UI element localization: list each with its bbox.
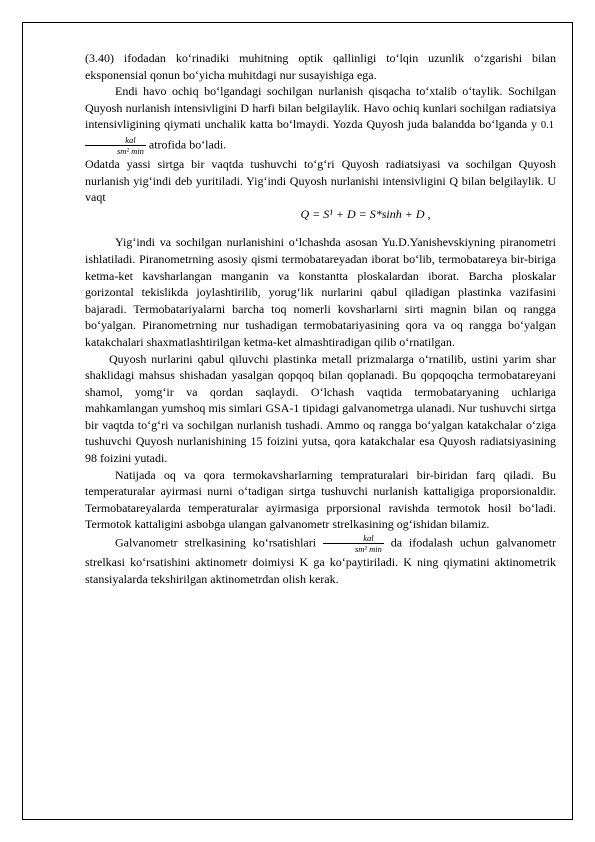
unit-fraction [85,135,146,156]
paragraph-2-text: Endi havo ochiq bo‘lgandagi sochilgan nurlanish qisqacha to‘xtalib o‘taylik. Sochilgan Quyosh nurlanish intensivligini D harfi bilan belgilaylik. Havo ochiq kunlari sochilgan radiatsiya intensivligining qiymati unchalik katta bo‘lmaydi. Yozda Quyosh juda balandda bo‘lganda y [85,84,556,132]
paragraph-7-head: Galvanometr strelkasining ko‘rsatishlari [115,535,317,550]
formula-punctuation: , [427,206,431,221]
fraction-denominator: sm² min [354,544,382,555]
formula [85,206,556,223]
paragraph-4: Yig‘indi va sochilgan nurlanishini o‘lchashda asosan Yu.D.Yanishevskiyning piranometri ishlatiladi. Piranometrning asosiy qismi termobatareyadan iborat bo‘lib, termobatareya bir-biriga ketma-ket kavsharlangan manganin va konstantta ploskalardan iborat. Barcha ploskalar gorizontal tekislikda joylashtirilib, yorug‘lik nurlarini qabul qiladigan plastinka vazifasini bajaradi. Termobatariyalarni barcha toq nomerli kovsharlarni sirti magnin bilan oq rangga bo‘yalgan. Piranometrning nur tushadigan termobatariyasining qora va oq rangga bo‘yalgan katakchalari shaxmatlashtirilgan ketma-ket almashtiradigan qilib o‘rnatilgan. [85,235,556,349]
paragraph-5: Quyosh nurlarini qabul qiluvchi plastinka metall prizmalarga o‘rnatilib, ustini yarim shar shaklidagi mahsus shishadan yasalgan qopqoq bilan qoplanadi. Bu qopqoqcha termobatareyani shamol, yomg‘ir va qordan saqlaydi. O‘lchash vaqtida termobataryaning uchlariga mahkamlangan yumshoq mis simlari GSA-1 tipidagi galvanometrga ulanadi. Nur tushuvchi sirtga bir vaqtda to‘g‘ri va sochilgan nurlanish tushadi. Ammo oq rangga bo‘yalgan katakchalar o‘ziga tushuvchi Quyosh nurlanishining 15 foizini yutsa, qora katakchalar esa Quyosh radiatsiyasining 98 foizini yutadi. [85,351,556,466]
formula-expression: Q = S¹ + D = S*sinh + D [300,206,425,221]
document-body [85,50,556,587]
paragraph-2-tail: atrofida bo‘ladi. [148,137,227,152]
spacer [85,222,556,234]
fraction-numerator: kal [85,135,146,146]
paragraph-2 [85,83,556,156]
fraction-numerator: kal [323,533,384,544]
paragraph-6: Natijada oq va qora termokavsharlarning tempraturalari bir-biridan farq qiladi. Bu temperaturalar ayirmasi nurni o‘tadigan sirtga tushuvchi nurlanish kattaligiga proporsionaldir. Termobatareyalarda temperaturalar ayirmasiga prporsional ravishda termotok hosil bo‘ladi. Termotok kattaligini asbobga ulangan galvanometr strelkasining og‘ishidan bilamiz. [85,467,556,532]
paragraph-1: (3.40) ifodadan ko‘rinadiki muhitning optik qallinligi to‘lqin uzunlik o‘zgarishi bilan eksponensial qonun bo‘yicha muhitdagi nur susayishiga ega. [85,51,556,82]
paragraph-7 [85,533,556,587]
paragraph-3: Odatda yassi sirtga bir vaqtda tushuvchi to‘g‘ri Quyosh radiatsiyasi va sochilgan Quyosh nurlanish yig‘indi deb yuritiladi. Yig‘indi Quyosh nurlanishi intensivligini Q bilan belgilaylik. U vaqt [85,156,556,205]
fraction-denominator: sm² min [117,145,144,156]
paragraph-7-tail: da ifodalash uchun galvanometr strelkasi ko‘rsatishini aktinometr doimiysi K ga ko‘paytiriladi. K ning qiymatini aktinometrik stansiyalarda tekshirilgan aktinometrdan olish kerak. [85,535,556,586]
unit-fraction [323,533,384,554]
coefficient-value: 0.1 [540,120,554,132]
